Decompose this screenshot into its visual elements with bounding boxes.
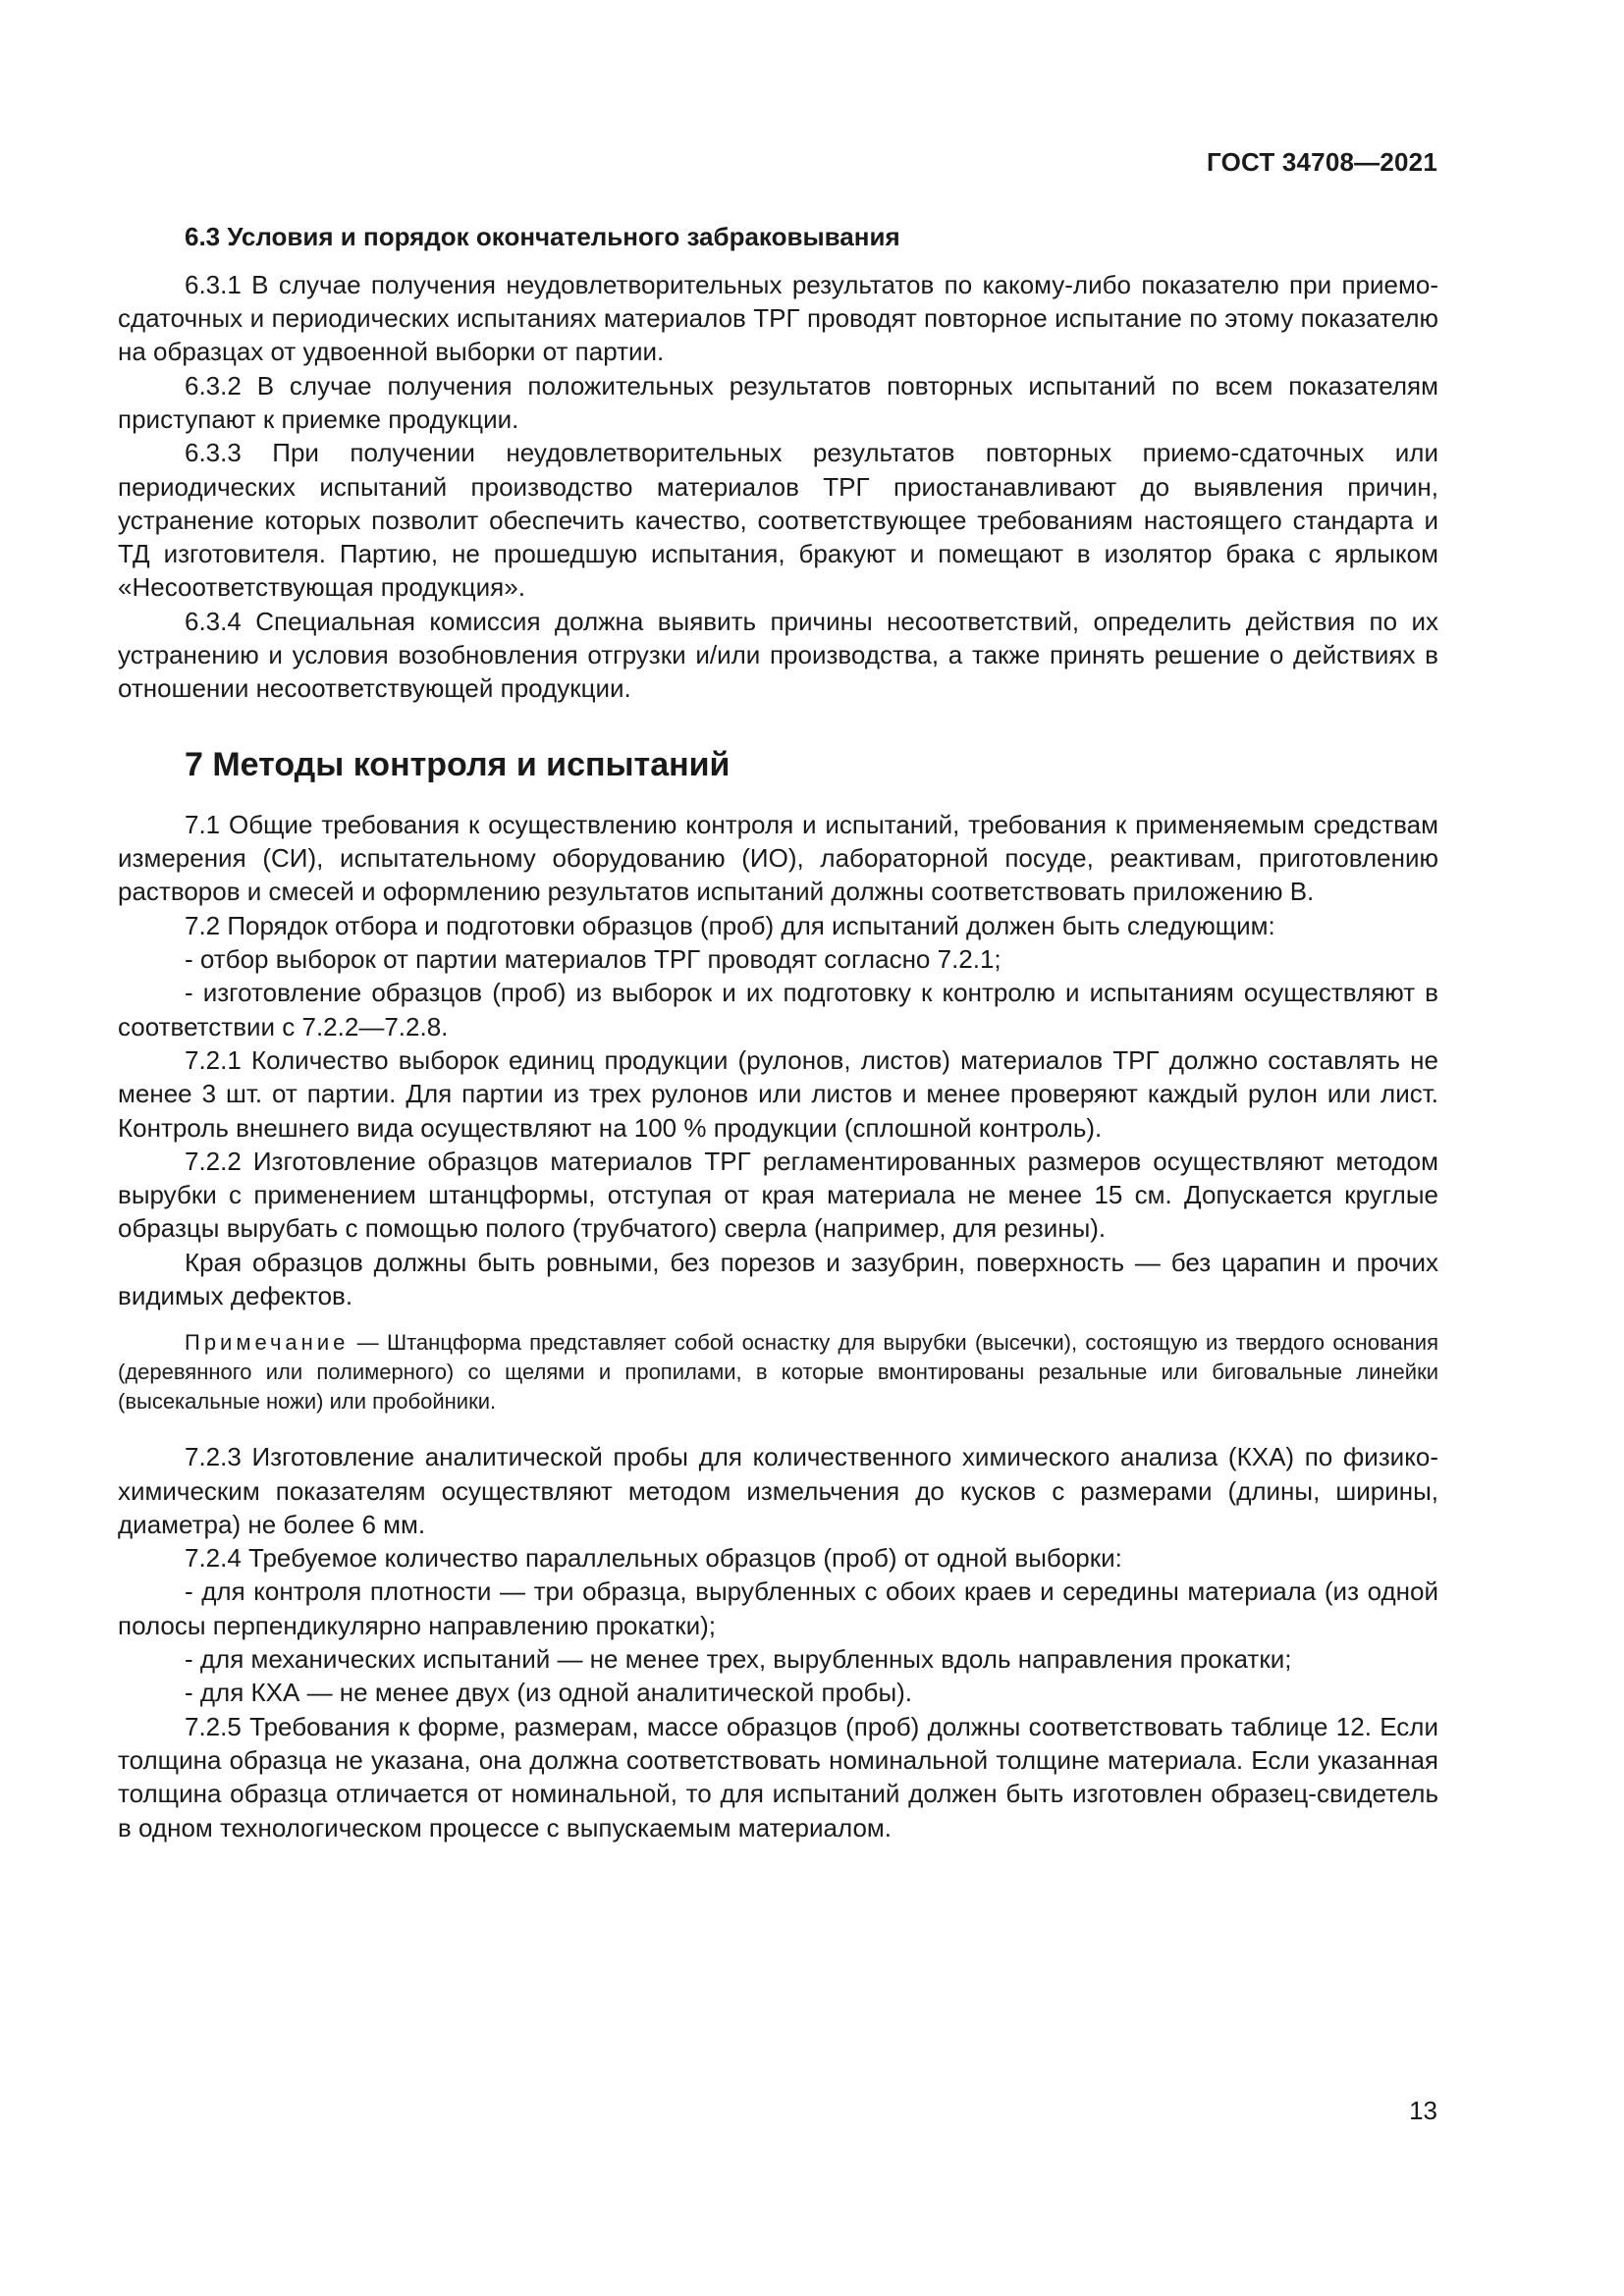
paragraph-7-1: 7.1 Общие требования к осуществлению контроля и испытаний, требования к применяемым средствам измерения (СИ), испытательному оборудованию (ИО), лабораторной посуде, реактивам, приготовлению растворов и смесей и оформлению результатов испытаний должны соответствовать приложению В. [118,809,1438,907]
section-heading-7: 7 Методы контроля и испытаний [185,745,731,783]
subsection-heading-6-3: 6.3 Условия и порядок окончательного забраковывания [185,222,900,251]
paragraph-6-3-1: 6.3.1 В случае получения неудовлетворительных результатов по какому-либо показателю при приемо-сдаточных и периодических испытаниях материалов ТРГ проводят повторное испытание по этому показателю на образцах от удвоенной выборки от партии. [118,269,1438,367]
note-text: — Штанцформа представляет собой оснастку для вырубки (высечки), состоящую из твердого основания (деревянного или полимерного) со щелями и пропилами, в которые вмонтированы резальные или биговальные линейки (высекальные ножи) или пробойники. [118,1330,1438,1415]
list-item-7-2-4-b: - для механических испытаний — не менее трех, вырубленных вдоль направления прокатки; [185,1644,1292,1675]
page-number: 13 [1409,2096,1437,2125]
paragraph-6-3-2: 6.3.2 В случае получения положительных результатов повторных испытаний по всем показателям приступают к приемке продукции. [118,370,1438,434]
paragraph-7-2: 7.2 Порядок отбора и подготовки образцов (проб) для испытаний должен быть следующим: [185,910,1275,940]
list-item-7-2-a: - отбор выборок от партии материалов ТРГ проводят согласно 7.2.1; [185,944,1001,975]
document-id-header: ГОСТ 34708—2021 [1207,147,1437,177]
paragraph-7-2-2-edges: Края образцов должны быть ровными, без порезов и зазубрин, поверхность — без царапин и прочих видимых дефектов. [118,1247,1438,1310]
note-label: Примечание [185,1330,350,1356]
paragraph-7-2-2: 7.2.2 Изготовление образцов материалов ТРГ регламентированных размеров осуществляют методом вырубки с применением штанцформы, отступая от края материала не менее 15 см. Допускается круглые образцы вырубать с помощью полого (трубчатого) сверла (например, для резины). [118,1146,1438,1244]
page-content [118,221,1438,1844]
paragraph-7-2-3: 7.2.3 Изготовление аналитической пробы для количественного химического анализа (КХА) по физико-химическим показателям осуществляют методом измельчения до кусков с размерами (длины, ширины, диаметра) не более 6 мм. [118,1442,1438,1539]
list-item-7-2-4-c: - для КХА — не менее двух (из одной аналитической пробы). [185,1678,913,1708]
list-item-7-2-4-a: - для контроля плотности — три образца, вырубленных с обоих краев и середины материала (из одной полосы перпендикулярно направлению прокатки); [118,1576,1438,1640]
paragraph-6-3-4: 6.3.4 Специальная комиссия должна выявить причины несоответствий, определить действия по их устранению и условия возобновления отгрузки и/или производства, а также принять решение о действиях в отношении несоответствующей продукции. [118,606,1438,704]
list-item-7-2-b: - изготовление образцов (проб) из выборок и их подготовку к контролю и испытаниям осуществляют в соответствии с 7.2.2—7.2.8. [118,978,1438,1041]
paragraph-7-2-5: 7.2.5 Требования к форме, размерам, массе образцов (проб) должны соответствовать таблице 12. Если толщина образца не указана, она должна соответствовать номинальной толщине материала. Если указанная толщина образца отличается от номинальной, то для испытаний должен быть изготовлен образец-свидетель в одном технологическом процессе с выпускаемым материалом. [118,1711,1438,1842]
paragraph-6-3-3: 6.3.3 При получении неудовлетворительных результатов повторных приемо-сдаточных или периодических испытаний производство материалов ТРГ приостанавливают до выявления причин, устранение которых позволит обеспечить качество, соответствующее требованиям настоящего стандарта и ТД изготовителя. Партию, не прошедшую испытания, бракуют и помещают в изолятор брака с ярлыком «Несоответствующая продукция». [118,438,1438,603]
note-block [118,1328,1438,1416]
paragraph-7-2-4: 7.2.4 Требуемое количество параллельных образцов (проб) от одной выборки: [185,1543,1122,1574]
paragraph-7-2-1: 7.2.1 Количество выборок единиц продукции (рулонов, листов) материалов ТРГ должно составлять не менее 3 шт. от партии. Для партии из трех рулонов или листов и менее проверяют каждый рулон или лист. Контроль внешнего вида осуществляют на 100 % продукции (сплошной контроль). [118,1044,1438,1143]
